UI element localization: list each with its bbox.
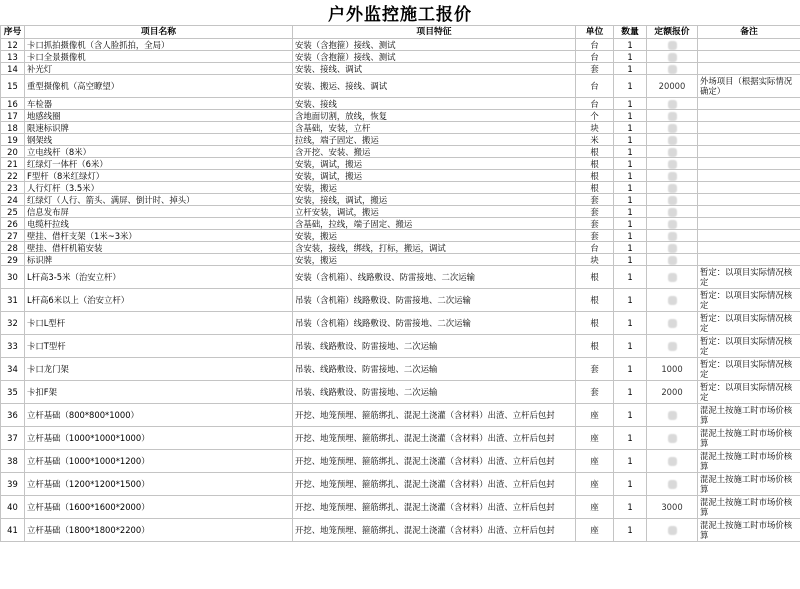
header-unit[interactable]: 单位 (576, 26, 614, 39)
cell-unit[interactable]: 座 (576, 404, 614, 427)
cell-name[interactable]: 重型摄像机（高空瞭望） (25, 75, 293, 98)
cell-no[interactable]: 38 (1, 450, 25, 473)
cell-qty[interactable]: 1 (614, 98, 647, 110)
cell-note[interactable]: 暂定：以项目实际情况核定 (698, 289, 800, 312)
cell-price[interactable] (647, 39, 698, 51)
cell-unit[interactable]: 台 (576, 98, 614, 110)
cell-no[interactable]: 41 (1, 519, 25, 542)
cell-note[interactable] (698, 51, 800, 63)
cell-no[interactable]: 26 (1, 218, 25, 230)
cell-qty[interactable]: 1 (614, 39, 647, 51)
cell-no[interactable]: 31 (1, 289, 25, 312)
cell-no[interactable]: 37 (1, 427, 25, 450)
cell-note[interactable] (698, 134, 800, 146)
cell-name[interactable]: 卡口T型杆 (25, 335, 293, 358)
cell-unit[interactable]: 套 (576, 63, 614, 75)
cell-qty[interactable]: 1 (614, 51, 647, 63)
cell-feature[interactable]: 开挖、地笼预埋、箍筋绑扎、混泥土浇灌（含材料）出渣、立杆后包封 (293, 496, 576, 519)
redacted-price-mark (668, 65, 677, 74)
cell-name[interactable]: 补光灯 (25, 63, 293, 75)
cell-no[interactable]: 20 (1, 146, 25, 158)
cell-note[interactable] (698, 254, 800, 266)
cell-unit[interactable]: 座 (576, 450, 614, 473)
cell-name[interactable]: 信息发布屏 (25, 206, 293, 218)
cell-name[interactable]: 钢架线 (25, 134, 293, 146)
cell-name[interactable]: 壁挂、借杆机箱安装 (25, 242, 293, 254)
cell-no[interactable]: 25 (1, 206, 25, 218)
cell-price[interactable] (647, 75, 698, 98)
cell-price[interactable] (647, 289, 698, 312)
cell-no[interactable]: 22 (1, 170, 25, 182)
cell-name[interactable]: L杆高6米以上（治安立杆） (25, 289, 293, 312)
cell-unit[interactable]: 根 (576, 312, 614, 335)
cell-qty[interactable]: 1 (614, 473, 647, 496)
cell-qty[interactable]: 1 (614, 381, 647, 404)
sheet-title: 户外监控施工报价 (0, 0, 800, 26)
cell-unit[interactable]: 套 (576, 358, 614, 381)
cell-feature[interactable]: 安装，搬运 (293, 254, 576, 266)
cell-no[interactable]: 27 (1, 230, 25, 242)
table-row (1, 358, 800, 381)
cell-unit[interactable]: 台 (576, 51, 614, 63)
cell-note[interactable] (698, 39, 800, 51)
cell-unit[interactable]: 根 (576, 335, 614, 358)
header-price[interactable]: 定额报价 (647, 26, 698, 39)
cell-price[interactable] (647, 170, 698, 182)
cell-price[interactable] (647, 450, 698, 473)
cell-unit[interactable]: 根 (576, 158, 614, 170)
cell-name[interactable]: 电缆杆拉线 (25, 218, 293, 230)
redacted-price-mark (668, 220, 677, 229)
table-row (1, 519, 800, 542)
cell-qty[interactable]: 1 (614, 266, 647, 289)
cell-unit[interactable]: 台 (576, 75, 614, 98)
cell-price[interactable] (647, 427, 698, 450)
cell-price[interactable] (647, 206, 698, 218)
cell-feature[interactable]: 安装（含抱箍）接线、测试 (293, 51, 576, 63)
cell-feature[interactable]: 立杆安装，调试，搬运 (293, 206, 576, 218)
header-name[interactable]: 项目名称 (25, 26, 293, 39)
cell-note[interactable]: 混泥土按施工时市场价核算 (698, 519, 800, 542)
cell-name[interactable]: 卡口L型杆 (25, 312, 293, 335)
cell-feature[interactable]: 安装（含机箱）、线路敷设、防雷接地、二次运输 (293, 266, 576, 289)
cell-price[interactable] (647, 158, 698, 170)
cell-unit[interactable]: 块 (576, 254, 614, 266)
table-row (1, 63, 800, 75)
cell-no[interactable]: 29 (1, 254, 25, 266)
table-row (1, 110, 800, 122)
table-row (1, 450, 800, 473)
price-value: 2000 (661, 387, 683, 397)
cell-no[interactable]: 33 (1, 335, 25, 358)
redacted-price-mark (668, 112, 677, 121)
cell-name[interactable]: 卡口抓拍摄像机（含人脸抓拍，全局） (25, 39, 293, 51)
cell-price[interactable] (647, 182, 698, 194)
table-row (1, 75, 800, 98)
cell-no[interactable]: 34 (1, 358, 25, 381)
cell-feature[interactable]: 含基础，拉线，端子固定、搬运 (293, 218, 576, 230)
cell-note[interactable]: 混泥土按施工时市场价核算 (698, 496, 800, 519)
cell-qty[interactable]: 1 (614, 63, 647, 75)
redacted-price-mark (668, 208, 677, 217)
cell-feature[interactable]: 安装，搬运 (293, 230, 576, 242)
cell-price[interactable] (647, 110, 698, 122)
cell-unit[interactable]: 套 (576, 206, 614, 218)
cell-unit[interactable]: 个 (576, 110, 614, 122)
table-row (1, 51, 800, 63)
cell-note[interactable]: 混泥土按施工时市场价核算 (698, 473, 800, 496)
table-row (1, 266, 800, 289)
table-row (1, 312, 800, 335)
cell-qty[interactable]: 1 (614, 254, 647, 266)
table-row (1, 254, 800, 266)
redacted-price-mark (668, 160, 677, 169)
cell-price[interactable] (647, 335, 698, 358)
cell-qty[interactable]: 1 (614, 404, 647, 427)
cell-unit[interactable]: 根 (576, 146, 614, 158)
cell-no[interactable]: 21 (1, 158, 25, 170)
table-row (1, 404, 800, 427)
cell-qty[interactable]: 1 (614, 122, 647, 134)
cell-price[interactable] (647, 473, 698, 496)
redacted-price-mark (668, 273, 677, 282)
cell-price[interactable] (647, 358, 698, 381)
cell-qty[interactable]: 1 (614, 312, 647, 335)
cell-price[interactable] (647, 496, 698, 519)
cell-qty[interactable]: 1 (614, 335, 647, 358)
cell-unit[interactable]: 套 (576, 381, 614, 404)
redacted-price-mark (668, 244, 677, 253)
cell-feature[interactable]: 开挖、地笼预埋、箍筋绑扎、混泥土浇灌（含材料）出渣、立杆后包封 (293, 427, 576, 450)
cell-price[interactable] (647, 404, 698, 427)
cell-feature[interactable]: 安装，接线，调试，搬运 (293, 194, 576, 206)
cell-name[interactable]: 红绿灯一体杆（6米） (25, 158, 293, 170)
header-no[interactable]: 序号 (1, 26, 25, 39)
cell-price[interactable] (647, 63, 698, 75)
redacted-price-mark (668, 148, 677, 157)
redacted-price-mark (668, 172, 677, 181)
table-row (1, 381, 800, 404)
cell-feature[interactable]: 开挖、地笼预埋、箍筋绑扎、混泥土浇灌（含材料）出渣、立杆后包封 (293, 404, 576, 427)
cell-feature[interactable]: 吊装、线路敷设、防雷接地、二次运输 (293, 381, 576, 404)
cell-note[interactable] (698, 206, 800, 218)
cell-name[interactable]: 立杆基础（800*800*1000） (25, 404, 293, 427)
cell-name[interactable]: 红绿灯（人行、箭头、满屏、倒计时、掉头） (25, 194, 293, 206)
table-row (1, 146, 800, 158)
cell-no[interactable]: 36 (1, 404, 25, 427)
cell-no[interactable]: 40 (1, 496, 25, 519)
cell-no[interactable]: 13 (1, 51, 25, 63)
cell-feature[interactable]: 吊装、线路敷设、防雷接地、二次运输 (293, 358, 576, 381)
cell-qty[interactable]: 1 (614, 242, 647, 254)
cell-name[interactable]: L杆高3-5米（治安立杆） (25, 266, 293, 289)
cell-price[interactable] (647, 381, 698, 404)
cell-no[interactable]: 19 (1, 134, 25, 146)
cell-note[interactable] (698, 146, 800, 158)
cell-note[interactable] (698, 170, 800, 182)
cell-name[interactable]: 限速标识牌 (25, 122, 293, 134)
cell-unit[interactable]: 套 (576, 218, 614, 230)
redacted-price-mark (668, 480, 677, 489)
cell-unit[interactable]: 座 (576, 496, 614, 519)
cell-qty[interactable]: 1 (614, 134, 647, 146)
redacted-price-mark (668, 232, 677, 241)
cell-no[interactable]: 17 (1, 110, 25, 122)
cell-price[interactable] (647, 230, 698, 242)
cell-name[interactable]: 立杆基础（1600*1600*2000） (25, 496, 293, 519)
cell-qty[interactable]: 1 (614, 110, 647, 122)
cell-qty[interactable]: 1 (614, 194, 647, 206)
redacted-price-mark (668, 296, 677, 305)
cell-unit[interactable]: 座 (576, 473, 614, 496)
redacted-price-mark (668, 196, 677, 205)
cell-note[interactable] (698, 218, 800, 230)
cell-unit[interactable]: 台 (576, 242, 614, 254)
table-row (1, 134, 800, 146)
cell-price[interactable] (647, 242, 698, 254)
cell-feature[interactable]: 拉线，端子固定、搬运 (293, 134, 576, 146)
cell-name[interactable]: 卡口龙门架 (25, 358, 293, 381)
cell-no[interactable]: 32 (1, 312, 25, 335)
redacted-price-mark (668, 342, 677, 351)
cell-no[interactable]: 30 (1, 266, 25, 289)
table-row (1, 473, 800, 496)
cell-feature[interactable]: 含安装，接线，绑线，打标，搬运，调试 (293, 242, 576, 254)
cell-name[interactable]: 人行灯杆（3.5米） (25, 182, 293, 194)
table-row (1, 242, 800, 254)
table-body (1, 39, 800, 542)
table-row (1, 182, 800, 194)
cell-no[interactable]: 39 (1, 473, 25, 496)
cell-no[interactable]: 15 (1, 75, 25, 98)
cell-price[interactable] (647, 122, 698, 134)
cell-note[interactable] (698, 98, 800, 110)
cell-price[interactable] (647, 134, 698, 146)
cell-unit[interactable]: 根 (576, 266, 614, 289)
cell-no[interactable]: 28 (1, 242, 25, 254)
cell-note[interactable] (698, 158, 800, 170)
table-row (1, 335, 800, 358)
cell-name[interactable]: 标识牌 (25, 254, 293, 266)
cell-feature[interactable]: 开挖、地笼预埋、箍筋绑扎、混泥土浇灌（含材料）出渣、立杆后包封 (293, 519, 576, 542)
redacted-price-mark (668, 319, 677, 328)
cell-qty[interactable]: 1 (614, 158, 647, 170)
cell-qty[interactable]: 1 (614, 170, 647, 182)
quote-table (0, 25, 800, 542)
table-row (1, 194, 800, 206)
redacted-price-mark (668, 124, 677, 133)
cell-unit[interactable]: 根 (576, 182, 614, 194)
cell-note[interactable] (698, 122, 800, 134)
redacted-price-mark (668, 136, 677, 145)
cell-unit[interactable]: 台 (576, 39, 614, 51)
redacted-price-mark (668, 411, 677, 420)
cell-feature[interactable]: 吊装（含机箱）线路敷设、防雷接地、二次运输 (293, 312, 576, 335)
cell-price[interactable] (647, 218, 698, 230)
cell-no[interactable]: 23 (1, 182, 25, 194)
cell-price[interactable] (647, 146, 698, 158)
table-row (1, 230, 800, 242)
cell-feature[interactable]: 吊装（含机箱）线路敷设、防雷接地、二次运输 (293, 289, 576, 312)
redacted-price-mark (668, 184, 677, 193)
cell-price[interactable] (647, 51, 698, 63)
cell-unit[interactable]: 根 (576, 170, 614, 182)
cell-unit[interactable]: 套 (576, 194, 614, 206)
cell-no[interactable]: 12 (1, 39, 25, 51)
cell-note[interactable]: 暂定：以项目实际情况核定 (698, 266, 800, 289)
table-row (1, 122, 800, 134)
cell-qty[interactable]: 1 (614, 206, 647, 218)
cell-qty[interactable]: 1 (614, 218, 647, 230)
cell-feature[interactable]: 开挖、地笼预埋、箍筋绑扎、混泥土浇灌（含材料）出渣、立杆后包封 (293, 450, 576, 473)
table-row (1, 158, 800, 170)
cell-feature[interactable]: 安装、接线、调试 (293, 63, 576, 75)
cell-note[interactable] (698, 182, 800, 194)
cell-note[interactable]: 外场项目（根据实际情况确定） (698, 75, 800, 98)
table-row (1, 39, 800, 51)
cell-unit[interactable]: 块 (576, 122, 614, 134)
cell-name[interactable]: 立杆基础（1200*1200*1500） (25, 473, 293, 496)
header-row (1, 26, 800, 39)
price-value: 1000 (661, 364, 683, 374)
cell-note[interactable]: 混泥土按施工时市场价核算 (698, 427, 800, 450)
cell-unit[interactable]: 座 (576, 427, 614, 450)
table-row (1, 289, 800, 312)
cell-price[interactable] (647, 254, 698, 266)
price-value: 3000 (661, 502, 683, 512)
cell-feature[interactable]: 开挖、地笼预埋、箍筋绑扎、混泥土浇灌（含材料）出渣、立杆后包封 (293, 473, 576, 496)
cell-price[interactable] (647, 194, 698, 206)
cell-name[interactable]: 立杆基础（1800*1800*2200） (25, 519, 293, 542)
cell-qty[interactable]: 1 (614, 450, 647, 473)
cell-name[interactable]: 卡扣F架 (25, 381, 293, 404)
price-value: 20000 (658, 81, 686, 91)
cell-name[interactable]: 立杆基础（1000*1000*1000） (25, 427, 293, 450)
redacted-price-mark (668, 256, 677, 265)
cell-feature[interactable]: 含地面切割，放线，恢复 (293, 110, 576, 122)
redacted-price-mark (668, 434, 677, 443)
cell-note[interactable]: 混泥土按施工时市场价核算 (698, 404, 800, 427)
cell-feature[interactable]: 吊装、线路敷设、防雷接地、二次运输 (293, 335, 576, 358)
cell-note[interactable] (698, 230, 800, 242)
cell-no[interactable]: 24 (1, 194, 25, 206)
redacted-price-mark (668, 526, 677, 535)
table-row (1, 98, 800, 110)
table-row (1, 427, 800, 450)
cell-note[interactable]: 暂定：以项目实际情况核定 (698, 335, 800, 358)
cell-note[interactable]: 暂定：以项目实际情况核定 (698, 312, 800, 335)
redacted-price-mark (668, 41, 677, 50)
cell-price[interactable] (647, 519, 698, 542)
cell-unit[interactable]: 座 (576, 519, 614, 542)
table-row (1, 218, 800, 230)
table-row (1, 206, 800, 218)
cell-name[interactable]: 卡口全景摄像机 (25, 51, 293, 63)
redacted-price-mark (668, 53, 677, 62)
cell-note[interactable]: 混泥土按施工时市场价核算 (698, 450, 800, 473)
cell-note[interactable] (698, 194, 800, 206)
cell-name[interactable]: 车检器 (25, 98, 293, 110)
cell-unit[interactable]: 根 (576, 289, 614, 312)
cell-qty[interactable]: 1 (614, 75, 647, 98)
cell-note[interactable] (698, 63, 800, 75)
cell-note[interactable] (698, 242, 800, 254)
cell-name[interactable]: F型杆（8米红绿灯） (25, 170, 293, 182)
cell-name[interactable]: 地感线圈 (25, 110, 293, 122)
cell-price[interactable] (647, 98, 698, 110)
cell-unit[interactable]: 米 (576, 134, 614, 146)
cell-name[interactable]: 立杆基础（1000*1000*1200） (25, 450, 293, 473)
cell-unit[interactable]: 套 (576, 230, 614, 242)
cell-name[interactable]: 立电线杆（8米） (25, 146, 293, 158)
cell-feature[interactable]: 含开挖、安装、搬运 (293, 146, 576, 158)
header-qty[interactable]: 数量 (614, 26, 647, 39)
cell-feature[interactable]: 安装，调试，搬运 (293, 170, 576, 182)
cell-feature[interactable]: 安装、搬运、接线、调试 (293, 75, 576, 98)
cell-qty[interactable]: 1 (614, 358, 647, 381)
cell-no[interactable]: 14 (1, 63, 25, 75)
cell-price[interactable] (647, 266, 698, 289)
cell-qty[interactable]: 1 (614, 519, 647, 542)
cell-note[interactable]: 暂定：以项目实际情况核定 (698, 381, 800, 404)
cell-qty[interactable]: 1 (614, 496, 647, 519)
cell-feature[interactable]: 安装（含抱箍）接线、测试 (293, 39, 576, 51)
cell-feature[interactable]: 安装、接线 (293, 98, 576, 110)
cell-no[interactable]: 16 (1, 98, 25, 110)
cell-qty[interactable]: 1 (614, 182, 647, 194)
table-row (1, 496, 800, 519)
cell-note[interactable] (698, 110, 800, 122)
cell-price[interactable] (647, 312, 698, 335)
cell-qty[interactable]: 1 (614, 427, 647, 450)
cell-name[interactable]: 壁挂、借杆支架（1米~3米） (25, 230, 293, 242)
cell-no[interactable]: 35 (1, 381, 25, 404)
header-note[interactable]: 备注 (698, 26, 800, 39)
redacted-price-mark (668, 457, 677, 466)
cell-no[interactable]: 18 (1, 122, 25, 134)
cell-qty[interactable]: 1 (614, 230, 647, 242)
cell-feature[interactable]: 安装，搬运 (293, 182, 576, 194)
cell-note[interactable]: 暂定：以项目实际情况核定 (698, 358, 800, 381)
cell-feature[interactable]: 含基础，安装，立杆 (293, 122, 576, 134)
table-row (1, 170, 800, 182)
redacted-price-mark (668, 100, 677, 109)
cell-qty[interactable]: 1 (614, 289, 647, 312)
cell-feature[interactable]: 安装，调试，搬运 (293, 158, 576, 170)
cell-qty[interactable]: 1 (614, 146, 647, 158)
header-feature[interactable]: 项目特征 (293, 26, 576, 39)
